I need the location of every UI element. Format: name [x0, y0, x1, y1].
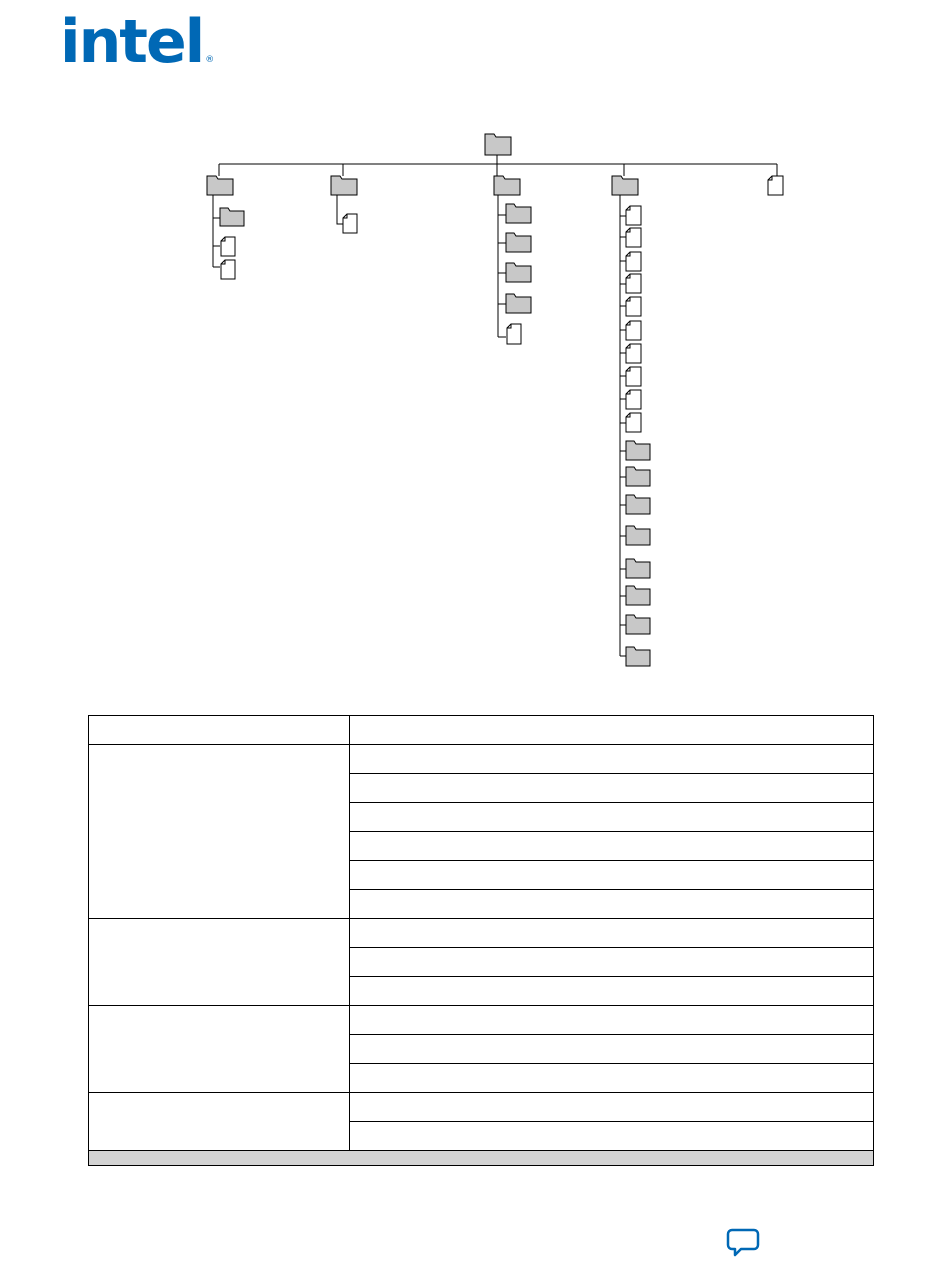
branch-2-folder-icon [331, 176, 357, 195]
branch-1-subfolder-icon [220, 208, 244, 226]
group-cell [89, 1093, 350, 1151]
branch-2-vertical-connector [337, 195, 343, 224]
branch-5-file-icon [768, 176, 783, 195]
group-cell [89, 1006, 350, 1093]
table-header-row [89, 716, 874, 745]
column-header [89, 716, 350, 745]
table-row [89, 1006, 874, 1035]
table-cell [350, 890, 874, 919]
branch-4-subfolder-icon-1 [620, 441, 650, 460]
group-cell [89, 745, 350, 919]
table-row [89, 1093, 874, 1122]
table-cell [350, 919, 874, 948]
branch-1-file-icon-1 [221, 237, 235, 256]
branch-4-file-icon-4 [620, 274, 641, 293]
feedback-icon[interactable] [726, 1228, 760, 1258]
root-folder-icon [485, 134, 511, 155]
description-table [88, 715, 874, 1166]
table-cell [350, 1093, 874, 1122]
branch-3-file-icon-1 [507, 324, 521, 344]
branch-3-subfolder-icon-1 [506, 204, 531, 223]
table-cell [350, 861, 874, 890]
branch-3-subfolder-icon-3 [506, 263, 531, 282]
table-row [89, 745, 874, 774]
table-footer-cell [89, 1151, 874, 1166]
branch-2-file-icon-1 [343, 214, 357, 233]
branch-3-subfolder-icon-4 [506, 294, 531, 313]
branch-4-file-icon-8 [620, 367, 641, 386]
branch-3-subfolder-icon-2 [506, 233, 531, 252]
table-cell [350, 1006, 874, 1035]
branch-4-file-icon-3 [620, 252, 641, 271]
branch-4-file-icon-10 [620, 413, 641, 432]
branch-4-subfolder-icon-7 [620, 615, 650, 634]
table-cell [350, 774, 874, 803]
branch-4-subfolder-icon-5 [620, 559, 650, 578]
table-cell [350, 948, 874, 977]
branch-4-subfolder-icon-3 [620, 495, 650, 514]
branch-4-file-icon-2 [620, 228, 641, 247]
branch-4-file-icon-6 [620, 321, 641, 340]
table-cell [350, 1122, 874, 1151]
table-cell [350, 977, 874, 1006]
branch-4-file-icon-5 [620, 297, 641, 316]
branch-4-subfolder-icon-6 [620, 586, 650, 605]
branch-4-file-icon-7 [620, 344, 641, 363]
branch-4-file-icon-9 [620, 390, 641, 409]
table-cell [350, 745, 874, 774]
branch-4-subfolder-icon-4 [620, 526, 650, 545]
table-cell [350, 832, 874, 861]
group-cell [89, 919, 350, 1006]
table-cell [350, 1064, 874, 1093]
branch-3-folder-icon [494, 176, 520, 195]
branch-1-file-icon-2 [221, 260, 235, 279]
table-footer-row [89, 1151, 874, 1166]
logo-text: intel [60, 7, 204, 77]
registered-mark: ® [205, 55, 215, 65]
branch-4-file-icon-1 [620, 206, 641, 225]
branch-4-subfolder-icon-2 [620, 467, 650, 486]
table-cell [350, 803, 874, 832]
branch-1-folder-icon [207, 176, 233, 195]
column-header [350, 716, 874, 745]
table-row [89, 919, 874, 948]
branch-4-subfolder-icon-8 [620, 647, 650, 666]
table-cell [350, 1035, 874, 1064]
branch-4-folder-icon [612, 176, 638, 195]
